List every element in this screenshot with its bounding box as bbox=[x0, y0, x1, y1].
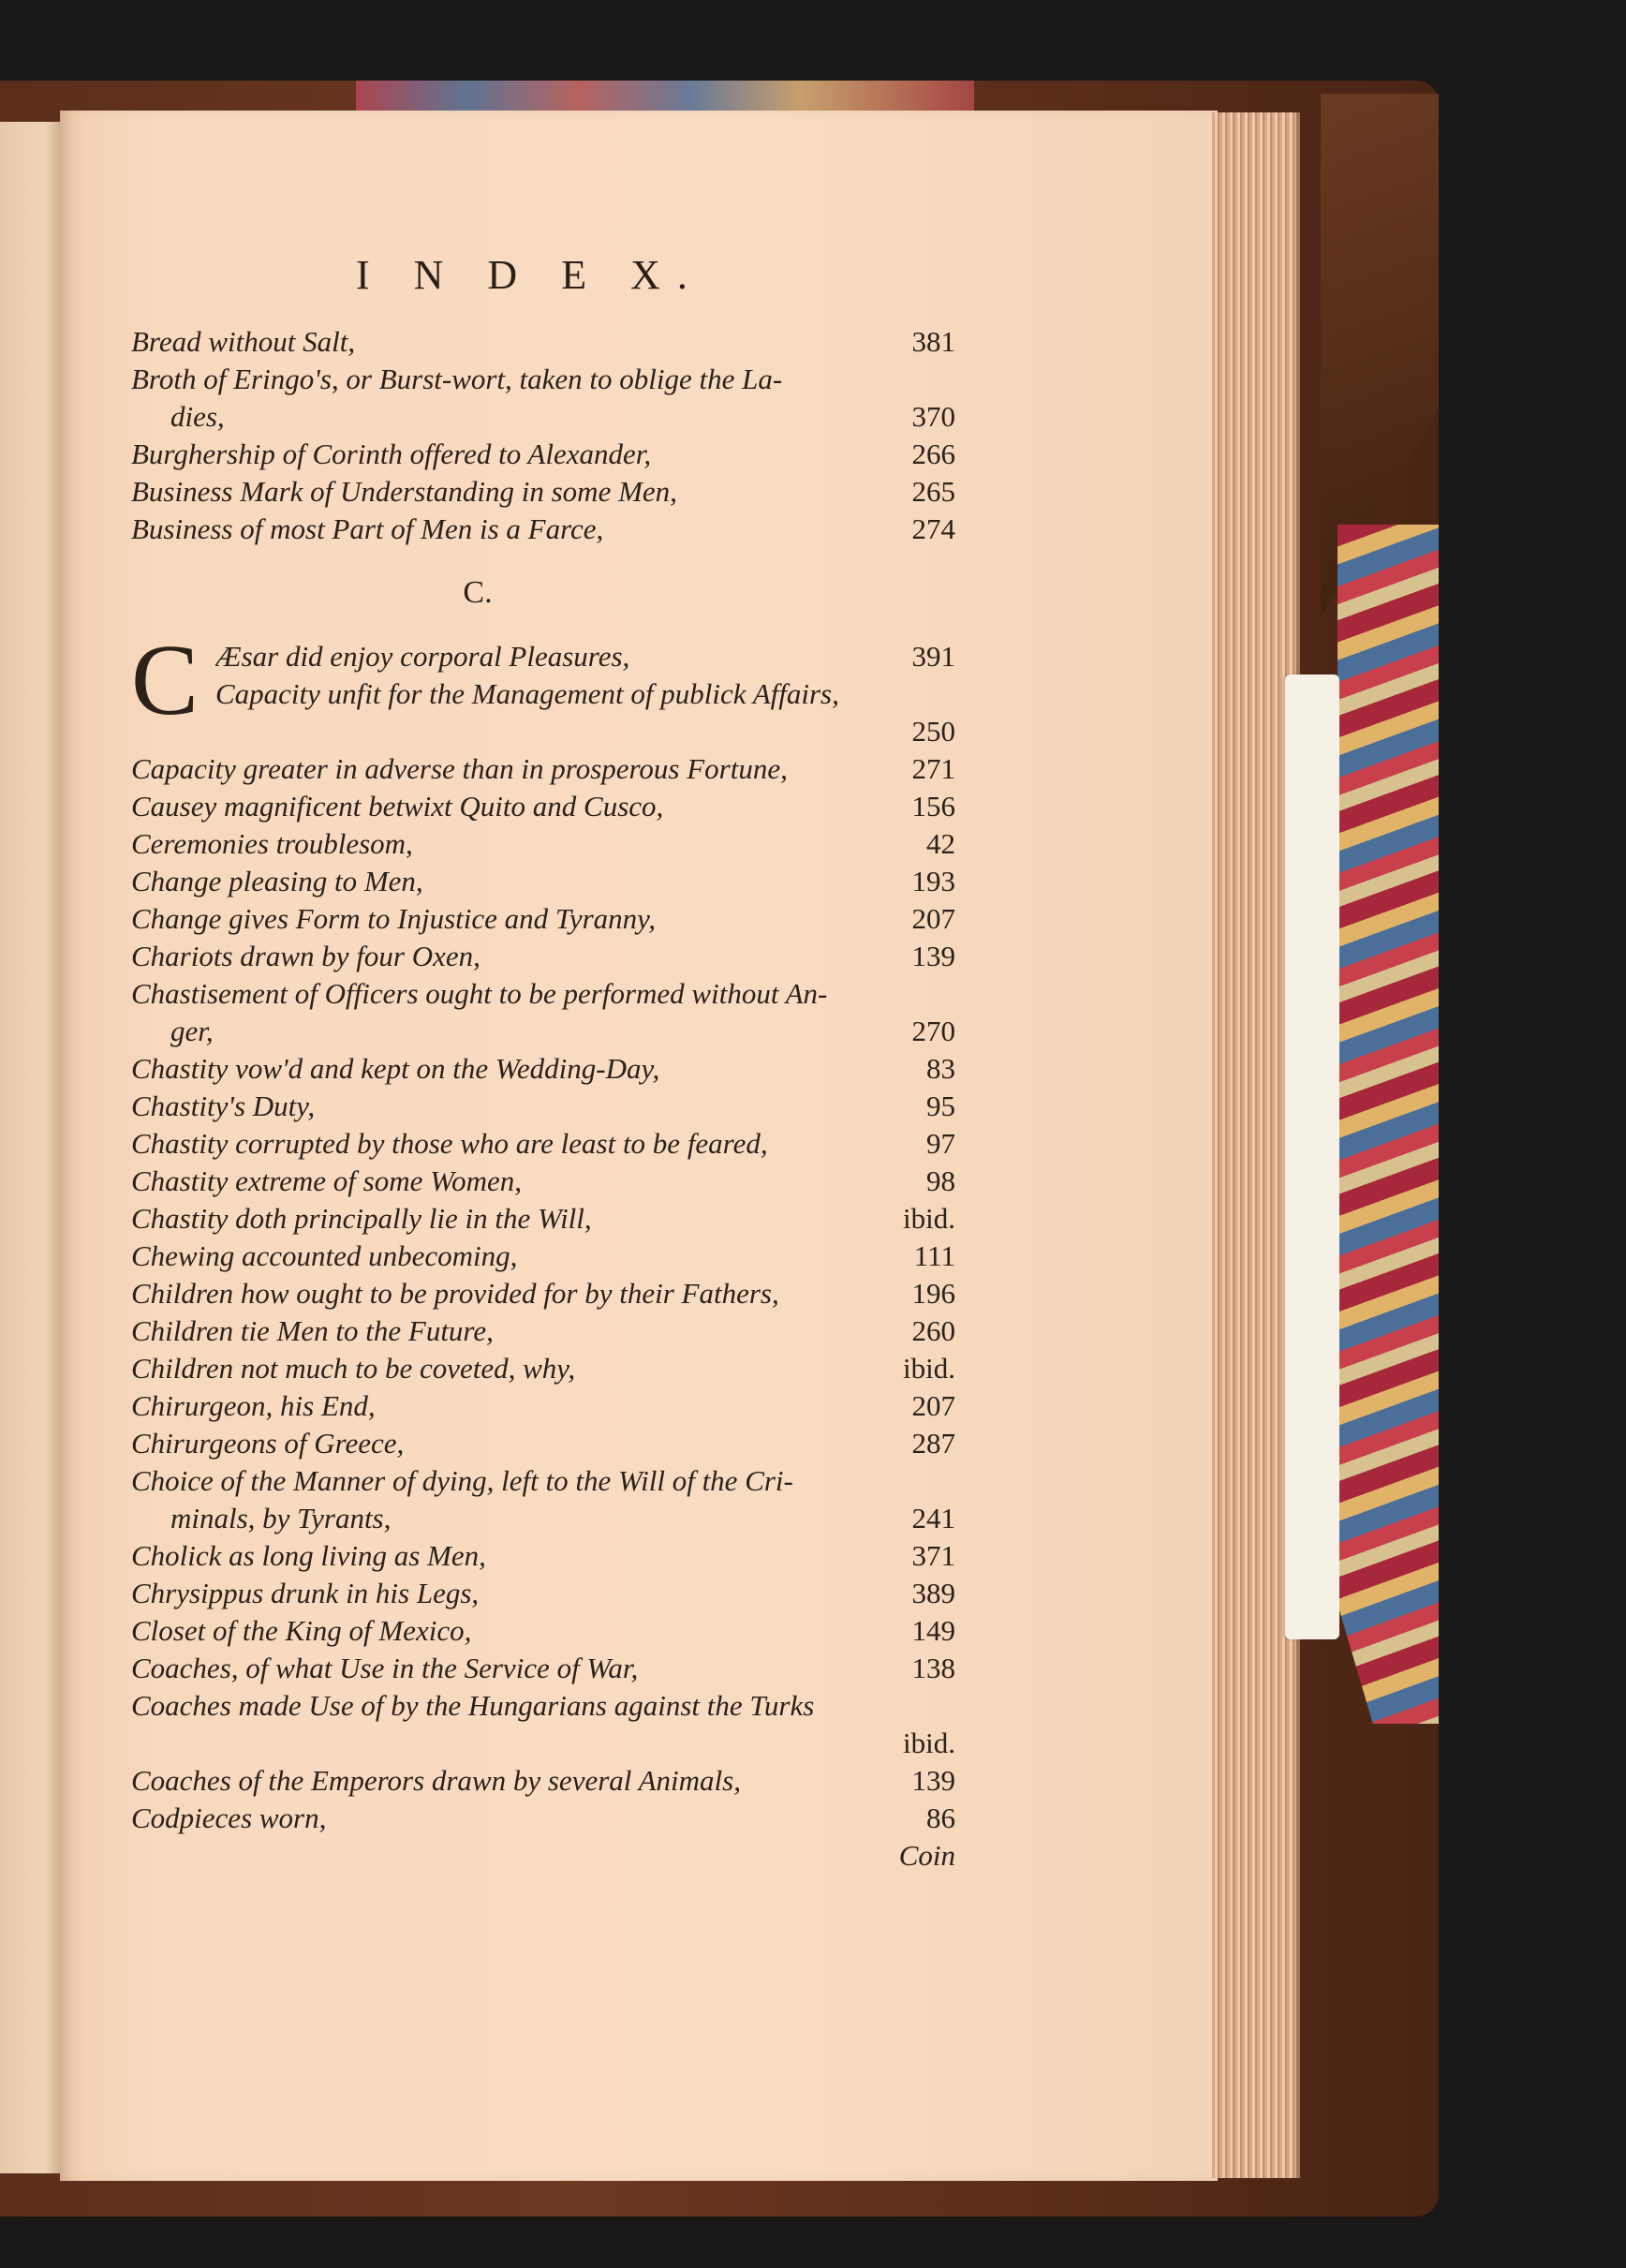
entry-page: 139 bbox=[911, 1764, 955, 1797]
index-entry bbox=[131, 1312, 955, 1350]
index-entry bbox=[131, 473, 955, 511]
entry-title: Chastity doth principally lie in the Will, bbox=[131, 1202, 592, 1235]
entry-page: 371 bbox=[911, 1539, 955, 1572]
entry-page: 271 bbox=[911, 752, 955, 785]
entry-title: Æsar did enjoy corporal Pleasures, bbox=[215, 640, 630, 673]
entry-title: Codpieces worn, bbox=[131, 1801, 327, 1834]
entry-title: minals, by Tyrants, bbox=[170, 1502, 392, 1534]
entry-title: ger, bbox=[170, 1015, 214, 1047]
index-entry bbox=[131, 938, 955, 975]
index-entry bbox=[131, 1612, 955, 1650]
index-entry bbox=[131, 975, 955, 1013]
entry-page: 156 bbox=[911, 790, 955, 823]
index-entry bbox=[215, 713, 955, 750]
index-entry bbox=[131, 1350, 955, 1387]
index-entry bbox=[131, 1050, 955, 1088]
index-entry bbox=[131, 1537, 955, 1575]
index-entry bbox=[131, 900, 955, 938]
entry-title: Capacity greater in adverse than in prosperous Fortune, bbox=[131, 752, 788, 785]
drop-cap: C bbox=[131, 625, 200, 736]
entry-page: 95 bbox=[926, 1090, 955, 1122]
entry-title: Ceremonies troublesom, bbox=[131, 827, 413, 860]
index-entry bbox=[131, 511, 955, 548]
entry-page: 391 bbox=[911, 640, 955, 673]
index-entry bbox=[131, 323, 955, 361]
running-head: I N D E X. bbox=[356, 252, 704, 298]
entry-page: 139 bbox=[911, 940, 955, 972]
entry-title: Chrysippus drunk in his Legs, bbox=[131, 1577, 480, 1609]
entry-page: 149 bbox=[911, 1614, 955, 1647]
entry-page: 274 bbox=[911, 512, 955, 545]
entry-page: 207 bbox=[911, 902, 955, 935]
index-entry bbox=[131, 1500, 955, 1537]
entry-title: Change gives Form to Injustice and Tyranny, bbox=[131, 902, 656, 935]
index-entry bbox=[131, 1088, 955, 1125]
entry-page: 241 bbox=[911, 1502, 955, 1534]
entry-title: Chirurgeons of Greece, bbox=[131, 1427, 405, 1460]
entry-page: 389 bbox=[911, 1577, 955, 1609]
index-entry bbox=[131, 1163, 955, 1200]
section-letter-c: C. bbox=[463, 575, 493, 610]
entry-page: 207 bbox=[911, 1389, 955, 1422]
entry-page: 381 bbox=[911, 325, 955, 358]
entry-page: ibid. bbox=[903, 1727, 955, 1759]
index-entry bbox=[131, 1762, 955, 1800]
index-entry bbox=[131, 1125, 955, 1163]
entry-title: Bread without Salt, bbox=[131, 325, 356, 358]
entry-title: Chariots drawn by four Oxen, bbox=[131, 940, 480, 972]
index-entry bbox=[131, 1238, 955, 1275]
index-entry bbox=[131, 1387, 955, 1425]
index-entry bbox=[131, 863, 955, 900]
index-entry bbox=[131, 1462, 955, 1500]
index-entry bbox=[131, 398, 955, 436]
marbled-endpaper bbox=[1338, 525, 1439, 1724]
entry-page: ibid. bbox=[903, 1202, 955, 1235]
entry-title: Children not much to be coveted, why, bbox=[131, 1352, 576, 1385]
bookmark-slip bbox=[1285, 674, 1339, 1639]
entry-title: Chastity corrupted by those who are least to be feared, bbox=[131, 1127, 768, 1160]
entry-title: Coaches, of what Use in the Service of War, bbox=[131, 1652, 639, 1684]
index-entry bbox=[131, 825, 955, 863]
entry-title: Chastity extreme of some Women, bbox=[131, 1164, 522, 1197]
entry-title: Change pleasing to Men, bbox=[131, 865, 423, 897]
entry-page: 42 bbox=[926, 827, 955, 860]
index-entry bbox=[131, 1200, 955, 1238]
catchword: Coin bbox=[898, 1839, 955, 1872]
entry-title: Choice of the Manner of dying, left to the Will of the Cri- bbox=[131, 1464, 793, 1497]
index-entry bbox=[131, 1725, 955, 1762]
entry-page: 250 bbox=[911, 715, 955, 748]
index-entry bbox=[131, 361, 955, 398]
entry-title: dies, bbox=[170, 400, 225, 433]
entry-page: ibid. bbox=[903, 1352, 955, 1385]
index-entry bbox=[131, 1687, 955, 1725]
entry-page: 370 bbox=[911, 400, 955, 433]
entry-title: Broth of Eringo's, or Burst-wort, taken to oblige the La- bbox=[131, 363, 783, 395]
entry-title: Business of most Part of Men is a Farce, bbox=[131, 512, 604, 545]
entry-page: 265 bbox=[911, 475, 955, 508]
index-entry bbox=[215, 638, 955, 675]
index-entry bbox=[131, 1800, 955, 1837]
section-b-entries bbox=[131, 323, 955, 548]
entry-title: Business Mark of Understanding in some Men, bbox=[131, 475, 677, 508]
entry-page: 196 bbox=[911, 1277, 955, 1310]
section-c-first-entries bbox=[131, 625, 955, 750]
index-entry bbox=[131, 1013, 955, 1050]
entry-title: Causey magnificent betwixt Quito and Cusco, bbox=[131, 790, 664, 823]
entry-page: 83 bbox=[926, 1052, 955, 1085]
entry-page: 287 bbox=[911, 1427, 955, 1460]
entry-page: 266 bbox=[911, 437, 955, 470]
index-entry bbox=[131, 436, 955, 473]
index-entry bbox=[131, 1650, 955, 1687]
index-entry bbox=[215, 675, 955, 713]
entry-title: Burghership of Corinth offered to Alexander, bbox=[131, 437, 652, 470]
entry-title: Chewing accounted unbecoming, bbox=[131, 1239, 518, 1272]
entry-page: 98 bbox=[926, 1164, 955, 1197]
entry-title: Chastity vow'd and kept on the Wedding-Day, bbox=[131, 1052, 660, 1085]
index-entry bbox=[131, 750, 955, 788]
entry-page: 97 bbox=[926, 1127, 955, 1160]
entry-title: Chastisement of Officers ought to be performed without An- bbox=[131, 977, 828, 1010]
index-entry bbox=[131, 1575, 955, 1612]
entry-page: 111 bbox=[913, 1239, 955, 1272]
entry-title: Coaches made Use of by the Hungarians against the Turks bbox=[131, 1689, 815, 1722]
entry-page: 193 bbox=[911, 865, 955, 897]
entry-title: Chirurgeon, his End, bbox=[131, 1389, 376, 1422]
entry-page: 260 bbox=[911, 1314, 955, 1347]
entry-title: Coaches of the Emperors drawn by several Animals, bbox=[131, 1764, 741, 1797]
entry-page: 138 bbox=[911, 1652, 955, 1684]
section-c-entries bbox=[131, 750, 955, 1837]
entry-title: Children how ought to be provided for by their Fathers, bbox=[131, 1277, 779, 1310]
entry-title: Capacity unfit for the Management of publick Affairs, bbox=[215, 677, 839, 710]
facing-page-edge bbox=[0, 122, 64, 2173]
entry-title: Cholick as long living as Men, bbox=[131, 1539, 486, 1572]
entry-page: 270 bbox=[911, 1015, 955, 1047]
index-entry bbox=[131, 1275, 955, 1312]
entry-page: 86 bbox=[926, 1801, 955, 1834]
index-entry bbox=[131, 1425, 955, 1462]
entry-title: Children tie Men to the Future, bbox=[131, 1314, 494, 1347]
entry-title: Closet of the King of Mexico, bbox=[131, 1614, 472, 1647]
entry-title: Chastity's Duty, bbox=[131, 1090, 316, 1122]
index-list bbox=[131, 323, 955, 1875]
index-entry bbox=[131, 788, 955, 825]
